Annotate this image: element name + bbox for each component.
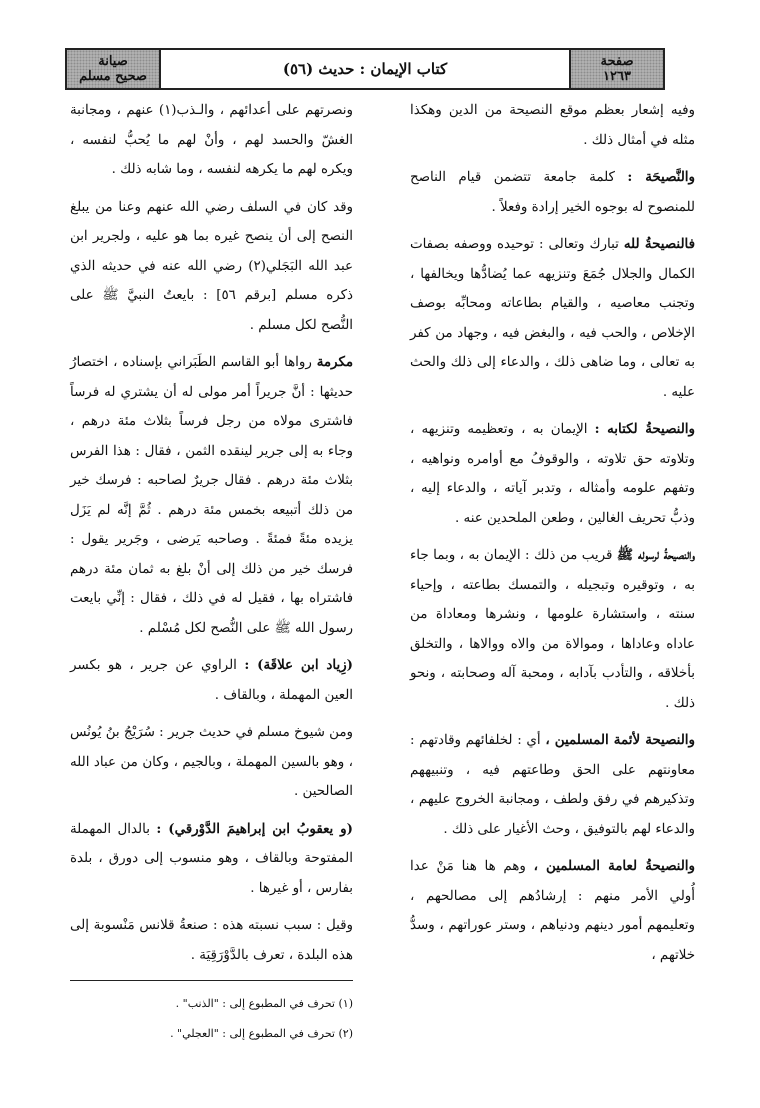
- book-title-line-1: صيانة: [98, 54, 128, 69]
- right-column: [410, 96, 695, 978]
- running-header: [65, 48, 665, 90]
- left-column: [70, 96, 353, 978]
- paragraph: والنصيحةُ لكتابه : الإيمان به ، وتعظيمه وتنزيهه ، وتلاوته حق تلاوته ، والوقوفُ مع أوامره ونواهيه ، وتفهم علومه وأمثاله ، وتدبر آياته ، والدعاء إليه ، وذبُّ تحريف الغالين ، وطعن الملحدين عنه .: [410, 421, 695, 526]
- paragraph: (زِياد ابن علاقَة) : الراوي عن جرير ، هو بكسر العين المهملة ، وبالقاف .: [70, 657, 353, 703]
- footnote: (٢) تحرف في المطبوع إلى : "العجلي" .: [170, 1027, 353, 1040]
- paragraph: فالنصيحةُ لله تبارك وتعالى : توحيده ووصفه بصفات الكمال والجلال جُمَعَ وتنزيهه عما يُضادُّها ويخالفها ، وتجنب معاصيه ، والقيام بطاعاته ومحابِّه بوصف الإخلاص ، والحب فيه ، والبغض فيه ، وجهاد من كفر به تعالى ، وما ضاهى ذلك ، والدعاء إلى ذلك والحث عليه .: [410, 236, 696, 400]
- footnote: (١) تحرف في المطبوع إلى : "الذنب" .: [175, 997, 353, 1010]
- paragraph: والنصيحةُ لعامة المسلمين ، وهم ها هنا مَنْ عدا أُولي الأمر منهم : إرشادُهم إلى مصالحهم ، وتعليمهم أمور دينهم ودنياهم ، وستر عوراتهم ، وسدُّ خلاتهم ،: [410, 858, 695, 963]
- paragraph: وقد كان في السلف رضي الله عنهم وعنا من يبلغ النصح إلى أن ينصح غيره بما هو عليه ، ولجرير ابن عبد الله البَجَلي(٢) رضي الله عنه في حديثه الذي ذكره مسلم [برقم ٥٦] : بايعتُ النبيَّ ﷺ على النُّصح لكل مسلم .: [70, 199, 353, 333]
- page-number: ١٢٦٣: [603, 69, 631, 84]
- paragraph: وقيل : سبب نسبته هذه : صنعةُ قلانس مَنْسوبة إلى هذه البلدة ، تعرف بالدَّوْرَقِيَة .: [70, 918, 353, 963]
- book-title-line-2: صحيح مسلم: [79, 69, 147, 84]
- paragraph: ومن شيوخ مسلم في حديث جرير : سُرَيْجُ بنُ يُونُس ، وهو بالسين المهملة ، وبالجيم ، وكان من عباد الله الصالحين .: [70, 725, 353, 799]
- paragraph: والنصيحةُ لرسوله ﷺ قريب من ذلك : الإيمان به ، وبما جاء به ، وتوقيره وتبجيله ، والتمسك بطاعته ، وإحياء سنته ، واستشارة علومها ، ونشرها ومعاداة من عاداه وعاداها ، وموالاة من والاه ووالاها ، والتخلق بأخلاقه ، والتأدب بآدابه ، ومحبة آله وصحابته ، ونحو ذلك .: [410, 547, 695, 711]
- paragraph: وفيه إشعار بعظم موقع النصيحة من الدين وهكذا مثله في أمثال ذلك .: [410, 103, 695, 148]
- paragraph: ونصرتهم على أعدائهم ، والـذب(١) عنهم ، ومجانبة الغشّ والحسد لهم ، وأنْ لهم ما يُحبُّ لنفسه ، ويكره لهم ما يكرهه لنفسه ، وما شابه ذلك .: [70, 103, 353, 177]
- paragraph: والنصيحة لأئمة المسلمين ، أي : لخلفائهم وقادتهم : معاونتهم على الحق وطاعتهم فيه ، وتنبيههم وتذكيرهم في رفق ولطف ، ومجانبة الخروج عليهم ، والدعاء لهم بالتوفيق ، وحث الأغيار على ذلك .: [410, 732, 695, 837]
- paragraph: مكرمة رواها أبو القاسم الطَبَراني بإسناده ، اختصارُ حديثها : أنَّ جريراً أمر مولى له أن يشتري له فرساً فاشترى مولاه من رجل فرساً بثلاث مئة درهم ، وجاء به إلى جرير لينقده الثمن ، فقال : هذا الفرس بثلاث مئة درهم . فقال جريرٌ لصاحبه : فرسك خير من ذلك أتبيعه بخمس مئة درهم . ثُمَّ إنَّه لم يَزَل يزيده مئةً فمئةً . وصاحبه يَرضى ، وجَرير يقول : فرسك خير من ذلك إلى أنْ بلغ به ثمان مئة درهم فاشتراه بها ، فقيل له في ذلك ، فقال : إنِّي بايعت رسول الله ﷺ على النُّصح لكل مُسْلم .: [70, 354, 354, 636]
- footnotes: [70, 980, 353, 1049]
- page-number-box: [569, 50, 663, 88]
- page-label: صفحة: [600, 54, 634, 69]
- paragraph: (و يعقوبُ ابن إبراهيمَ الدَّوْرقي) : بالدال المهملة المفتوحة وبالقاف ، وهو منسوب إلى دورق ، بلدة بفارس ، أو غيرها .: [70, 820, 353, 896]
- chapter-title: كتاب الإيمان : حديث (٥٦): [282, 60, 448, 78]
- book-title-box: [67, 50, 161, 88]
- paragraph: والنَّصيحَة : كلمة جامعة تتضمن قيام الناصح للمنصوح له بوجوه الخير إرادة وفعلاً .: [410, 169, 695, 215]
